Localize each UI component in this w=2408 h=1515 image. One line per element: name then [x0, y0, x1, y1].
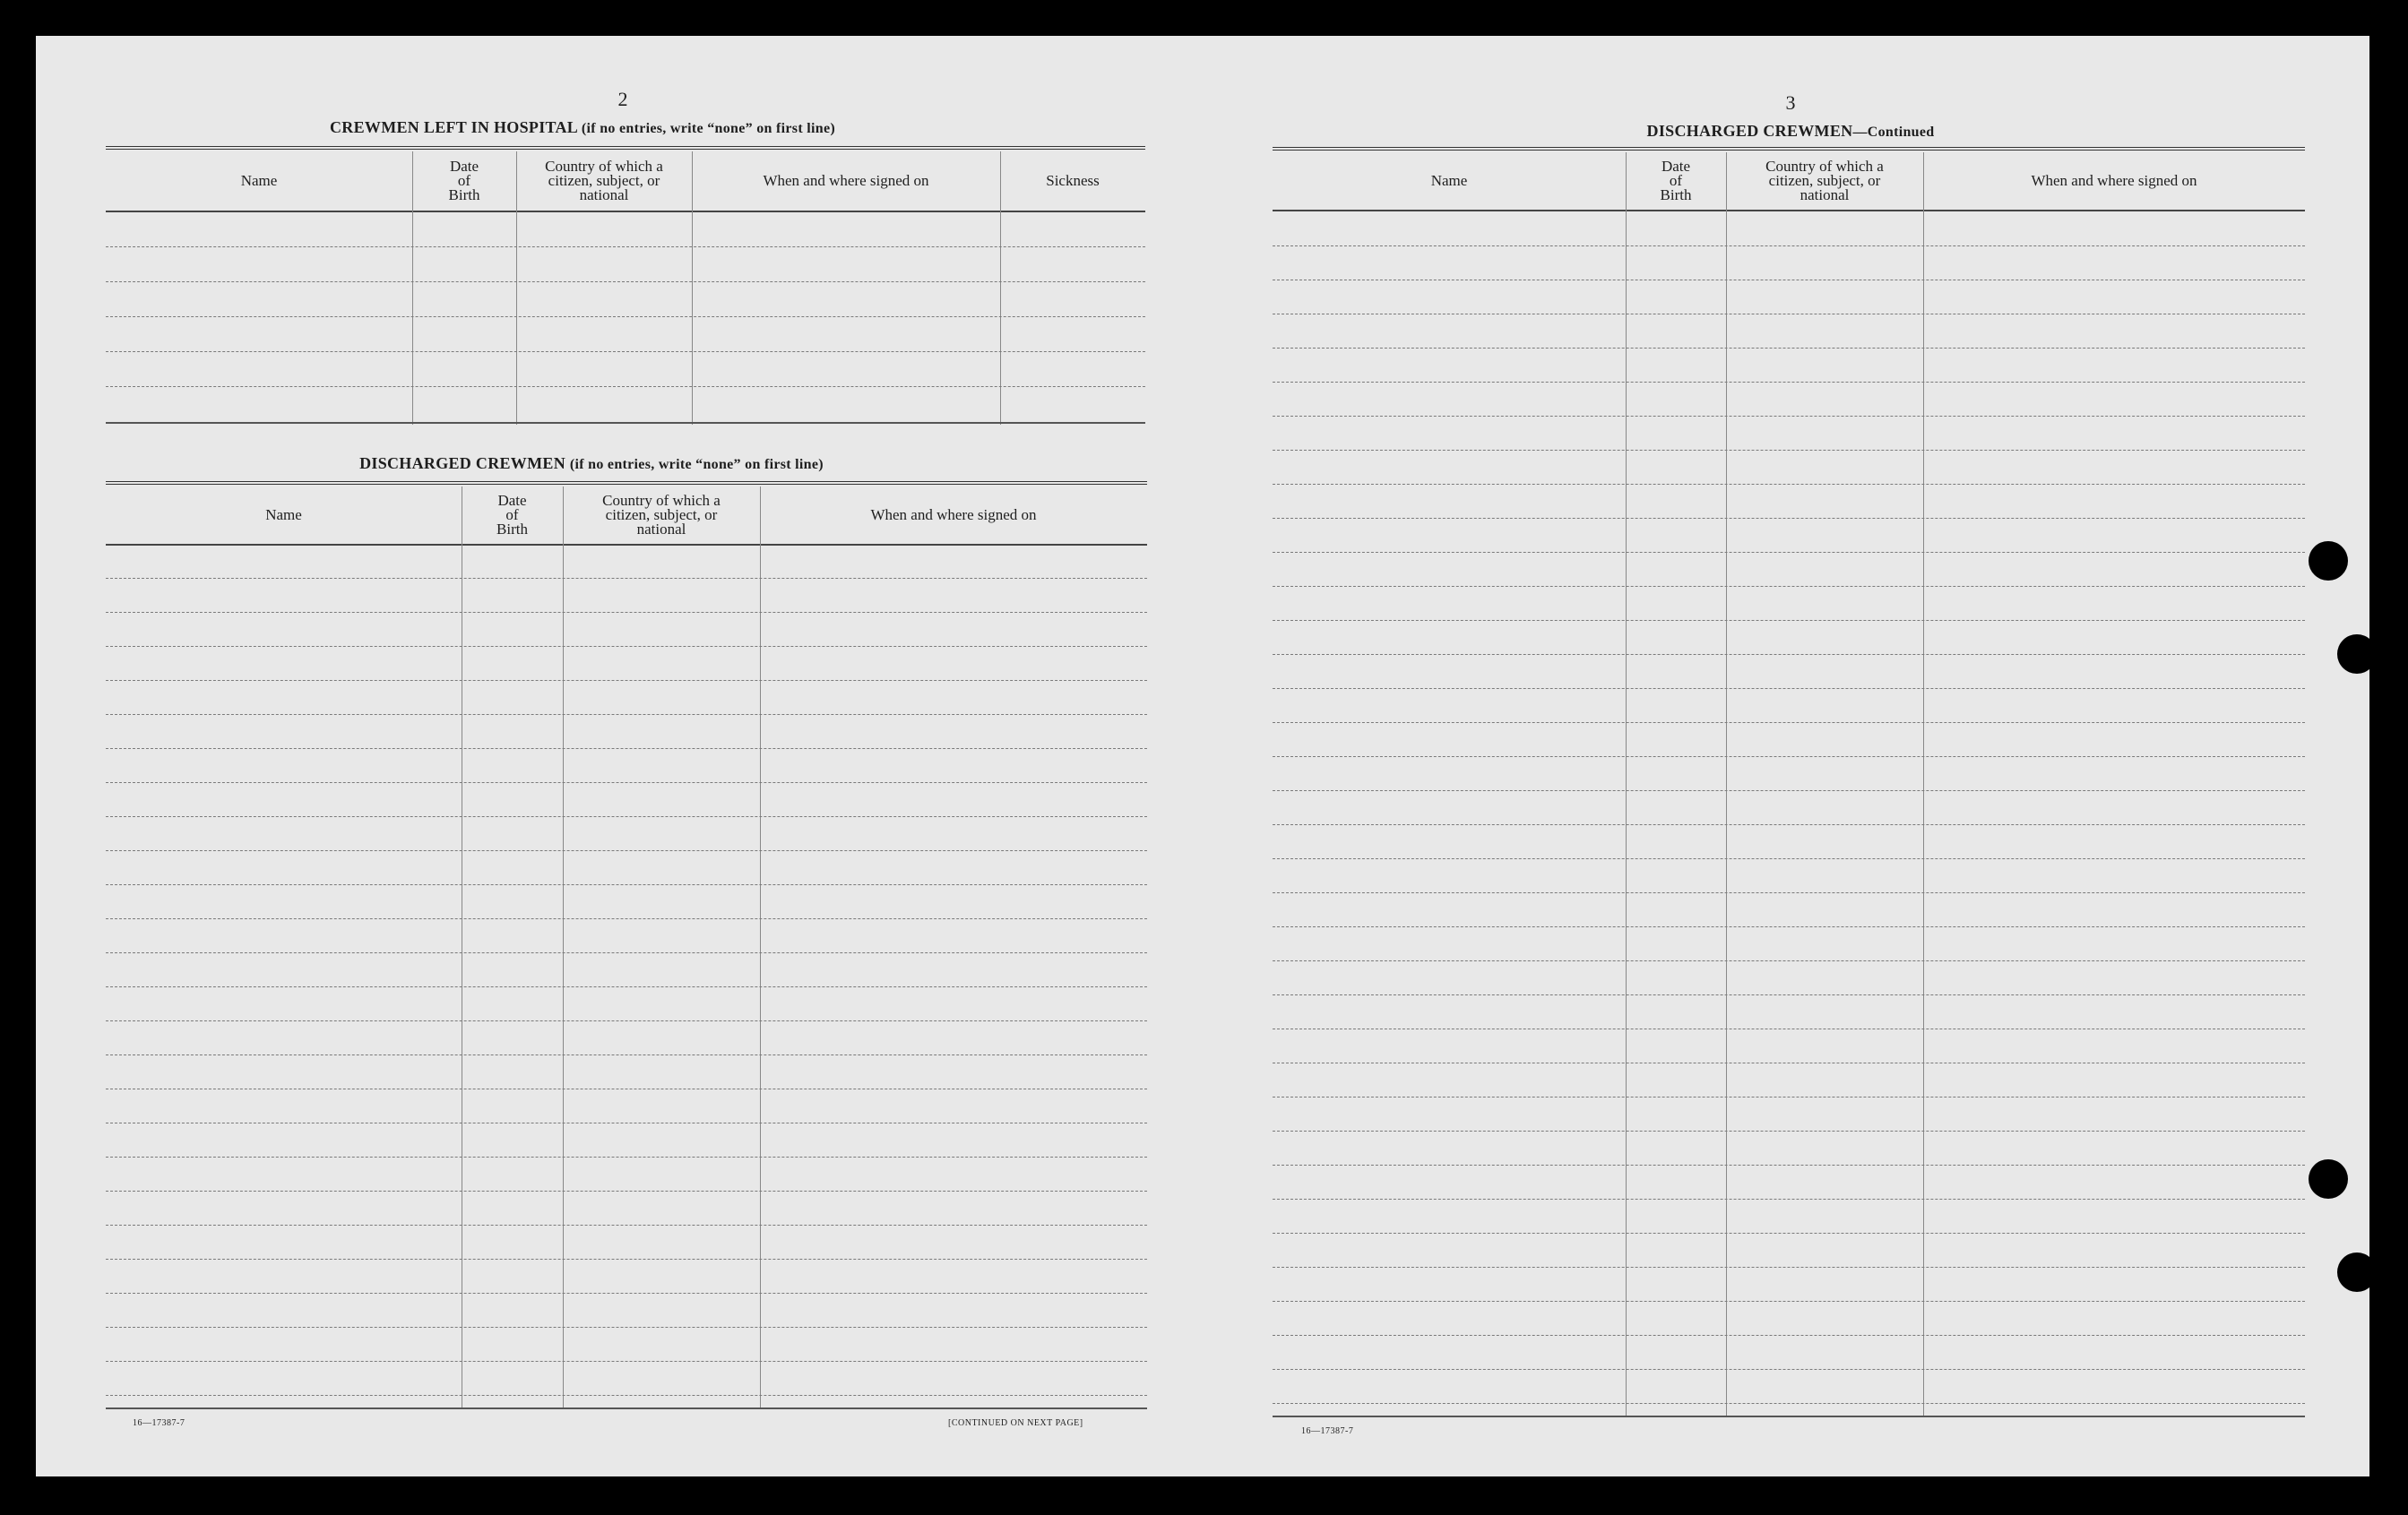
- table-row: [1273, 688, 2305, 689]
- table-row: [106, 918, 1147, 919]
- column-divider: [1626, 152, 1627, 1416]
- table-row: [106, 1395, 1147, 1396]
- table-row: [106, 246, 1145, 247]
- page-number: 3: [1785, 91, 1796, 114]
- table-row: [106, 884, 1147, 885]
- table-row: [106, 782, 1147, 783]
- form-number: 16—17387-7: [133, 1418, 186, 1428]
- column-divider: [516, 151, 517, 425]
- table-top-rule: [106, 481, 1147, 485]
- table-row: [106, 680, 1147, 681]
- table-row: [106, 986, 1147, 987]
- table-row: [1273, 620, 2305, 621]
- table-bottom-rule: [1273, 1416, 2305, 1417]
- table-row: [1273, 722, 2305, 723]
- column-header-country: Country of which a citizen, subject, or national: [602, 492, 721, 538]
- table-row: [106, 850, 1147, 851]
- form-number: 16—17387-7: [1301, 1426, 1354, 1436]
- continued-note: [CONTINUED ON NEXT PAGE]: [948, 1418, 1083, 1428]
- column-divider: [1000, 151, 1001, 425]
- table-row: [1273, 586, 2305, 587]
- table-row: [106, 351, 1145, 352]
- column-header-country: Country of which a citizen, subject, or national: [1765, 158, 1884, 203]
- right-page: [1201, 36, 2369, 1476]
- table-bottom-rule: [106, 422, 1145, 424]
- table-row: [1273, 824, 2305, 825]
- discharged-subtitle-text: (if no entries, write “none” on first line): [569, 457, 824, 472]
- column-header-name: Name: [265, 506, 302, 523]
- table-row: [106, 952, 1147, 953]
- table-row: [1273, 1165, 2305, 1166]
- column-header-signed-on: When and where signed on: [870, 506, 1037, 523]
- table-row: [106, 1191, 1147, 1192]
- table-row: [1273, 1301, 2305, 1302]
- discharged-continued-title-text: DISCHARGED CREWMEN: [1646, 122, 1853, 140]
- table-row: [106, 1327, 1147, 1328]
- table-row: [1273, 1403, 2305, 1404]
- hospital-section-title: [330, 118, 835, 137]
- table-row: [1273, 926, 2305, 927]
- table-row: [1273, 1131, 2305, 1132]
- table-row: [1273, 1267, 2305, 1268]
- hospital-subtitle-text: (if no entries, write “none” on first line): [581, 121, 835, 136]
- table-top-rule: [1273, 147, 2305, 151]
- column-header-date-of-birth: Date of Birth: [496, 492, 528, 538]
- table-row: [106, 1054, 1147, 1055]
- table-row: [1273, 518, 2305, 519]
- table-row: [1273, 756, 2305, 757]
- column-header-name: Name: [240, 172, 278, 189]
- table-row: [1273, 348, 2305, 349]
- punch-hole: [2309, 541, 2348, 581]
- table-row: [1273, 416, 2305, 417]
- left-page: [36, 36, 1201, 1476]
- punch-hole: [2337, 1252, 2377, 1292]
- table-row: [106, 1259, 1147, 1260]
- column-header-name: Name: [1430, 172, 1468, 189]
- column-divider: [412, 151, 413, 425]
- discharged-table: [106, 481, 1147, 1413]
- table-row: [106, 1293, 1147, 1294]
- discharged-continued-table: [1273, 147, 2305, 1419]
- continued-subtitle-text: —Continued: [1852, 125, 1935, 140]
- column-header-date-of-birth: Date of Birth: [1660, 158, 1692, 203]
- hospital-title-text: CREWMEN LEFT IN HOSPITAL: [330, 118, 578, 136]
- column-header-date-of-birth: Date of Birth: [448, 158, 480, 203]
- punch-hole: [2337, 634, 2377, 674]
- table-row: [1273, 245, 2305, 246]
- column-divider: [1923, 152, 1924, 1416]
- discharged-title-text: DISCHARGED CREWMEN: [359, 454, 566, 472]
- table-row: [106, 386, 1145, 387]
- table-row: [106, 612, 1147, 613]
- table-row: [106, 714, 1147, 715]
- page-number: 2: [617, 88, 628, 110]
- column-header-signed-on: When and where signed on: [763, 172, 929, 189]
- table-row: [1273, 1233, 2305, 1234]
- table-row: [106, 281, 1145, 282]
- table-row: [1273, 1369, 2305, 1370]
- table-row: [106, 1020, 1147, 1021]
- table-row: [1273, 960, 2305, 961]
- table-top-rule: [106, 146, 1145, 150]
- punch-hole: [2309, 1159, 2348, 1199]
- table-row: [1273, 1335, 2305, 1336]
- column-divider: [692, 151, 693, 425]
- document-sheet: [36, 36, 2369, 1476]
- table-row: [1273, 382, 2305, 383]
- table-row: [1273, 994, 2305, 995]
- column-header-country: Country of which a citizen, subject, or national: [545, 158, 663, 203]
- table-row: [1273, 858, 2305, 859]
- column-header-sickness: Sickness: [1046, 172, 1100, 189]
- discharged-section-title: [359, 454, 824, 473]
- table-row: [106, 578, 1147, 579]
- table-row: [106, 1225, 1147, 1226]
- table-row: [1273, 790, 2305, 791]
- table-row: [106, 316, 1145, 317]
- discharged-continued-title: [1647, 122, 1935, 141]
- table-row: [106, 1361, 1147, 1362]
- table-row: [106, 816, 1147, 817]
- column-header-signed-on: When and where signed on: [2031, 172, 2197, 189]
- table-row: [1273, 1199, 2305, 1200]
- table-header-row: [106, 486, 1147, 546]
- table-row: [1273, 484, 2305, 485]
- table-row: [106, 646, 1147, 647]
- table-row: [1273, 892, 2305, 893]
- hospital-table: [106, 146, 1145, 428]
- column-divider: [760, 486, 761, 1407]
- column-divider: [563, 486, 564, 1407]
- table-row: [1273, 1097, 2305, 1098]
- table-header-row: [106, 151, 1145, 212]
- table-header-row: [1273, 152, 2305, 211]
- table-bottom-rule: [106, 1407, 1147, 1409]
- table-row: [1273, 450, 2305, 451]
- column-divider: [1726, 152, 1727, 1416]
- table-row: [106, 1157, 1147, 1158]
- table-row: [106, 748, 1147, 749]
- table-row: [1273, 552, 2305, 553]
- table-row: [1273, 654, 2305, 655]
